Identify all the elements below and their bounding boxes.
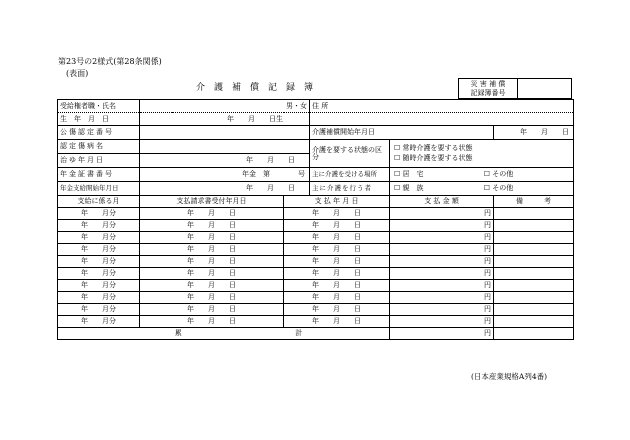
caregiver-label: 主に介護を行う者 <box>310 182 390 196</box>
history-total-row <box>58 328 574 340</box>
pension-number-field[interactable]: 年金 第 号 <box>140 168 310 182</box>
history-header-month: 支給に係る月 <box>58 196 140 208</box>
record-number-label <box>461 80 515 98</box>
yen-unit: 円 <box>484 281 492 289</box>
history-row <box>58 220 574 232</box>
history-remarks-cell[interactable] <box>494 244 574 256</box>
history-request-date-cell[interactable]: 年 月 日 <box>140 208 284 220</box>
history-request-date-cell[interactable]: 年 月 日 <box>140 244 284 256</box>
sex-field[interactable]: 男・女 <box>140 100 310 113</box>
disease-label: 認定傷病名 <box>58 140 140 154</box>
checkbox-icon: ☐ <box>394 170 401 178</box>
history-header-request-date: 支払請求書受付年月日 <box>140 196 284 208</box>
history-request-date-cell[interactable]: 年 月 日 <box>140 256 284 268</box>
history-month-cell[interactable]: 年 月分 <box>58 280 140 292</box>
pension-number-label: 年金証書番号 <box>58 168 140 182</box>
caregiver-option-other[interactable]: ☐ その他 <box>483 184 514 192</box>
care-place-option-home[interactable]: ☐ 居 宅 <box>394 170 424 178</box>
history-amount-cell[interactable] <box>390 220 494 232</box>
history-remarks-cell[interactable] <box>494 220 574 232</box>
pension-start-field[interactable]: 年 月 日 <box>140 182 310 196</box>
history-month-cell[interactable]: 年 月分 <box>58 292 140 304</box>
care-place-options <box>390 168 574 182</box>
history-header-payment-date: 支 払 年 月 日 <box>284 196 390 208</box>
address-field[interactable] <box>310 100 574 126</box>
form-identifier: 第23号の2様式(第28条関係) <box>58 57 162 66</box>
yen-unit: 円 <box>484 233 492 241</box>
history-remarks-cell[interactable] <box>494 316 574 328</box>
care-status-option-occasional[interactable]: ☐ 随時介護を要する状態 <box>394 154 473 162</box>
record-number-label-line2: 記録簿番号 <box>470 89 506 97</box>
yen-unit: 円 <box>484 257 492 265</box>
history-amount-cell[interactable] <box>390 232 494 244</box>
address-label: 住 所 <box>312 101 329 110</box>
history-row <box>58 316 574 328</box>
history-payment-date-cell[interactable]: 年 月 日 <box>284 280 390 292</box>
cert-number-label: 公傷認定番号 <box>58 126 140 140</box>
total-remarks[interactable] <box>494 328 574 340</box>
history-row <box>58 292 574 304</box>
history-row <box>58 268 574 280</box>
yen-unit: 円 <box>484 209 492 217</box>
history-payment-date-cell[interactable]: 年 月 日 <box>284 208 390 220</box>
history-payment-date-cell[interactable]: 年 月 日 <box>284 244 390 256</box>
history-month-cell[interactable]: 年 月分 <box>58 244 140 256</box>
history-request-date-cell[interactable]: 年 月 日 <box>140 316 284 328</box>
record-number-divider <box>517 79 518 98</box>
history-month-cell[interactable]: 年 月分 <box>58 208 140 220</box>
history-amount-cell[interactable] <box>390 208 494 220</box>
cure-date-field[interactable]: 年 月 日 <box>140 154 310 168</box>
history-row <box>58 232 574 244</box>
history-payment-date-cell[interactable]: 年 月 日 <box>284 292 390 304</box>
history-amount-cell[interactable] <box>390 268 494 280</box>
history-amount-cell[interactable] <box>390 280 494 292</box>
caregiver-option-relative[interactable]: ☐ 親 族 <box>394 184 424 192</box>
checkbox-icon: ☐ <box>394 144 401 152</box>
checkbox-icon: ☐ <box>483 184 491 192</box>
side-indicator: (表面) <box>66 69 89 78</box>
history-amount-cell[interactable] <box>390 292 494 304</box>
total-label <box>58 328 390 340</box>
birthdate-field[interactable]: 年 月 日生 <box>140 113 310 126</box>
paper-size-note: (日本産業規格A列4番) <box>471 372 548 381</box>
history-remarks-cell[interactable] <box>494 292 574 304</box>
history-row <box>58 244 574 256</box>
history-amount-cell[interactable] <box>390 316 494 328</box>
history-month-cell[interactable]: 年 月分 <box>58 304 140 316</box>
history-request-date-cell[interactable]: 年 月 日 <box>140 268 284 280</box>
history-remarks-cell[interactable] <box>494 280 574 292</box>
history-remarks-cell[interactable] <box>494 208 574 220</box>
history-month-cell[interactable]: 年 月分 <box>58 316 140 328</box>
total-label-right: 計 <box>295 329 303 337</box>
care-compensation-table <box>57 99 574 340</box>
care-start-label: 介護補償開始年月日 <box>310 126 494 140</box>
yen-unit: 円 <box>484 293 492 301</box>
record-number-label-line1: 災 害 補 償 <box>470 80 506 88</box>
care-status-label: 介護を要する状態の区分 <box>310 140 390 168</box>
history-row <box>58 208 574 220</box>
yen-unit: 円 <box>484 329 492 337</box>
history-header-row <box>58 196 574 208</box>
birthdate-label: 生 年 月 日 <box>58 113 140 126</box>
checkbox-icon: ☐ <box>394 154 401 162</box>
name-label: 受給権者職・氏名 <box>58 100 140 113</box>
pension-start-label: 年金支給開始年月日 <box>58 182 140 196</box>
history-row <box>58 256 574 268</box>
history-month-cell[interactable]: 年 月分 <box>58 268 140 280</box>
history-month-cell[interactable]: 年 月分 <box>58 232 140 244</box>
history-payment-date-cell[interactable]: 年 月 日 <box>284 268 390 280</box>
disease-field[interactable] <box>140 140 310 154</box>
yen-unit: 円 <box>484 245 492 253</box>
checkbox-icon: ☐ <box>394 184 401 192</box>
total-label-left: 累 <box>174 329 182 337</box>
history-header-remarks: 備 考 <box>494 196 574 208</box>
yen-unit: 円 <box>484 305 492 313</box>
history-remarks-cell[interactable] <box>494 268 574 280</box>
history-amount-cell[interactable] <box>390 244 494 256</box>
history-remarks-cell[interactable] <box>494 232 574 244</box>
history-remarks-cell[interactable] <box>494 304 574 316</box>
caregiver-options <box>390 182 574 196</box>
history-payment-date-cell[interactable]: 年 月 日 <box>284 304 390 316</box>
history-request-date-cell[interactable]: 年 月 日 <box>140 220 284 232</box>
history-amount-cell[interactable] <box>390 304 494 316</box>
history-month-cell[interactable]: 年 月分 <box>58 256 140 268</box>
history-row <box>58 280 574 292</box>
care-status-option-constant[interactable]: ☐ 常時介護を要する状態 <box>394 144 473 152</box>
history-rows <box>58 208 574 328</box>
history-row <box>58 304 574 316</box>
history-request-date-cell[interactable]: 年 月 日 <box>140 292 284 304</box>
history-payment-date-cell[interactable]: 年 月 日 <box>284 316 390 328</box>
history-request-date-cell[interactable]: 年 月 日 <box>140 304 284 316</box>
history-payment-date-cell[interactable]: 年 月 日 <box>284 232 390 244</box>
cert-number-field[interactable] <box>140 126 310 140</box>
care-status-options <box>390 140 574 168</box>
total-amount[interactable] <box>390 328 494 340</box>
history-header-amount: 支 払 金 額 <box>390 196 494 208</box>
history-request-date-cell[interactable]: 年 月 日 <box>140 232 284 244</box>
care-start-field[interactable]: 年 月 日 <box>494 126 574 140</box>
yen-unit: 円 <box>484 269 492 277</box>
history-request-date-cell[interactable]: 年 月 日 <box>140 280 284 292</box>
yen-unit: 円 <box>484 221 492 229</box>
form-title: 介護補償記録簿 <box>196 83 323 93</box>
history-payment-date-cell[interactable]: 年 月 日 <box>284 220 390 232</box>
cure-date-label: 治ゆ年月日 <box>58 154 140 168</box>
history-amount-cell[interactable] <box>390 256 494 268</box>
history-month-cell[interactable]: 年 月分 <box>58 220 140 232</box>
yen-unit: 円 <box>484 317 492 325</box>
history-payment-date-cell[interactable]: 年 月 日 <box>284 256 390 268</box>
care-place-label: 主に介護を受ける場所 <box>310 168 390 182</box>
checkbox-icon: ☐ <box>483 170 491 178</box>
record-number-box <box>458 78 572 99</box>
history-remarks-cell[interactable] <box>494 256 574 268</box>
care-place-option-other[interactable]: ☐ その他 <box>483 170 514 178</box>
